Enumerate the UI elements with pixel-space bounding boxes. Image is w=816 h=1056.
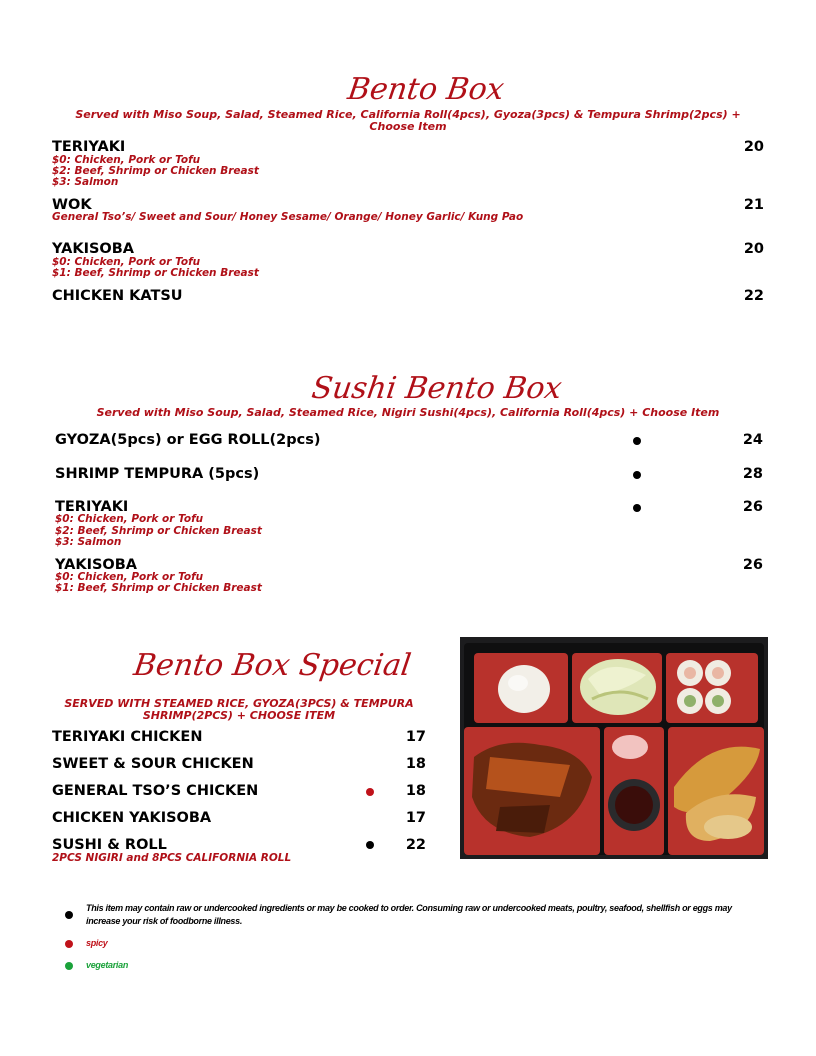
vegetarian-legend-icon xyxy=(65,962,73,970)
special-item-sweet-sour: SWEET & SOUR CHICKEN xyxy=(52,756,254,772)
bento-item-katsu: CHICKEN KATSU xyxy=(52,288,183,304)
special-price-sweet-sour: 18 xyxy=(405,756,426,772)
raw-legend-icon xyxy=(65,911,73,919)
sushi-item-gyoza: GYOZA(5pcs) or EGG ROLL(2pcs) xyxy=(55,432,321,448)
raw-legend-text: This item may contain raw or undercooked ingredients or may be cooked to order. Consuming raw or undercooked meats, poultry, seafood, shellfish or eggs may increase your risk of foodborne illness. xyxy=(86,903,732,926)
bento-price-yakisoba: 20 xyxy=(743,241,764,257)
sushi-option: $2: Beef, Shrimp or Chicken Breast xyxy=(55,525,262,537)
sushi-price-yakisoba: 26 xyxy=(742,557,763,573)
sushi-option: $1: Beef, Shrimp or Chicken Breast xyxy=(55,582,262,594)
bento-price-wok: 21 xyxy=(743,197,764,213)
special-title: Bento Box Special xyxy=(131,648,414,683)
bento-option: $0: Chicken, Pork or Tofu xyxy=(52,154,201,166)
bento-option: $2: Beef, Shrimp or Chicken Breast xyxy=(52,165,259,177)
bento-option: $0: Chicken, Pork or Tofu xyxy=(52,256,201,268)
bento-option: $3: Salmon xyxy=(52,176,119,188)
vegetarian-legend-text: vegetarian xyxy=(86,960,129,970)
sushi-item-yakisoba: YAKISOBA xyxy=(55,557,138,573)
raw-marker-icon xyxy=(633,437,641,445)
special-price-teriyaki: 17 xyxy=(405,729,426,745)
bento-option: $1: Beef, Shrimp or Chicken Breast xyxy=(52,267,259,279)
spicy-legend-text: spicy xyxy=(86,938,108,948)
bento-item-wok: WOK xyxy=(52,197,92,213)
bento-option: General Tso’s/ Sweet and Sour/ Honey Sesame/ Orange/ Honey Garlic/ Kung Pao xyxy=(52,211,524,223)
spicy-marker-icon xyxy=(366,788,374,796)
special-note: 2PCS NIGIRI and 8PCS CALIFORNIA ROLL xyxy=(52,852,292,864)
bento-price-teriyaki: 20 xyxy=(743,139,764,155)
sushi-option: $0: Chicken, Pork or Tofu xyxy=(55,571,204,583)
sushi-item-teriyaki: TERIYAKI xyxy=(55,499,129,515)
bento-item-teriyaki: TERIYAKI xyxy=(52,139,126,155)
bento-box-photo xyxy=(460,637,768,859)
bento-title: Bento Box xyxy=(345,72,507,107)
special-price-sushi-roll: 22 xyxy=(405,837,426,853)
special-price-yakisoba: 17 xyxy=(405,810,426,826)
sushi-option: $3: Salmon xyxy=(55,536,122,548)
sushi-bento-subtitle: Served with Miso Soup, Salad, Steamed Rice, Nigiri Sushi(4pcs), California Roll(4pcs) + Choose Item xyxy=(96,406,720,419)
sushi-price-gyoza: 24 xyxy=(742,432,763,448)
raw-marker-icon xyxy=(633,471,641,479)
special-item-yakisoba: CHICKEN YAKISOBA xyxy=(52,810,212,826)
bento-price-katsu: 22 xyxy=(743,288,764,304)
special-item-sushi-roll: SUSHI & ROLL xyxy=(52,837,167,853)
sushi-option: $0: Chicken, Pork or Tofu xyxy=(55,513,204,525)
special-subtitle: SERVED WITH STEAMED RICE, GYOZA(3PCS) & TEMPURA SHRIMP(2PCS) + CHOOSE ITEM xyxy=(64,697,414,722)
special-price-general-tso: 18 xyxy=(405,783,426,799)
sushi-item-shrimp: SHRIMP TEMPURA (5pcs) xyxy=(55,466,260,482)
sushi-price-shrimp: 28 xyxy=(742,466,763,482)
special-item-general-tso: GENERAL TSO’S CHICKEN xyxy=(52,783,259,799)
bento-item-yakisoba: YAKISOBA xyxy=(52,241,135,257)
raw-marker-icon xyxy=(633,504,641,512)
sushi-bento-title: Sushi Bento Box xyxy=(309,371,564,406)
special-item-teriyaki: TERIYAKI CHICKEN xyxy=(52,729,203,745)
bento-subtitle: Served with Miso Soup, Salad, Steamed Rice, California Roll(4pcs), Gyoza(3pcs) & Tempura Shrimp(2pcs) + Choose Item xyxy=(75,108,741,133)
sushi-price-teriyaki: 26 xyxy=(742,499,763,515)
spicy-legend-icon xyxy=(65,940,73,948)
raw-marker-icon xyxy=(366,841,374,849)
